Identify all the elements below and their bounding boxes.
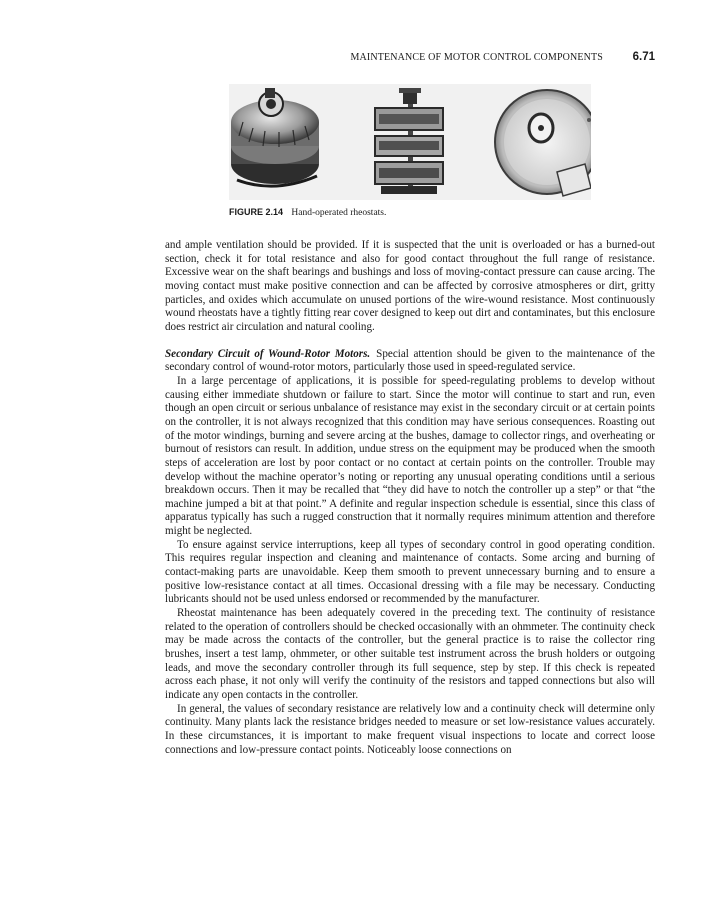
paragraph: Rheostat maintenance has been adequately covered in the preceding text. The continuity of resistance related to the operation of controllers should be checked occasionally with an ohmmeter. The continuity check may be made across the contacts of the controller, but the general practice is to raise the collector ring brushes, insert a test lamp, ohmmeter, or other suitable test instrument across the brush holders or outgoing leads, and move the secondary controller through its full sequence, step by step. If this check is repeated across each phase, it not only will verify the continuity of the resistors and tapped connections but also will indicate any open contacts in the controller. [165,607,655,701]
paragraph-text: Special attention should be given to the maintenance of the secondary control of wound-rotor motors, particularly those used in speed-regulated service. [165,347,655,374]
body-text [165,239,655,757]
figure-caption-text: Hand-operated rheostats. [291,208,387,218]
running-head: MAINTENANCE OF MOTOR CONTROL COMPONENTS [350,52,603,63]
paragraph: In a large percentage of applications, it is possible for speed-regulating problems to develop without causing either immediate shutdown or failure to start. Since the motor will continue to start and run, even though an open circuit or serious unbalance of resistance may exist in the secondary circuit or at certain points on the controller, it is not always recognized that this condition may have serious consequences. Roasting out of the motor windings, burning and severe arcing at the bushes, damage to collector rings, and overheating or burnout of resistors can result. In addition, undue stress on the equipment may be produced when the smooth steps of acceleration are lost by poor contact or no contact at certain points on the controller. Trouble may develop without the machine operator’s noting or reporting any unusual operating conditions until a serious breakdown occurs. Then it may be recalled that “they did have to notch the controller up a step” or that “the machine jumped a bit at that point.” A definite and regular inspection schedule is essential, since this class of apparatus typically has such a rugged construction that it normally requires minimum attention and therefore might be neglected. [165,374,655,538]
figure-caption [229,207,386,218]
paragraph: To ensure against service interruptions, keep all types of secondary control in good operating condition. This requires regular inspection and cleaning and maintenance of contacts. Some arcing and burning of contact-making parts are unavoidable. Keep them smooth to prevent unnecessary burning and to ensure a positive low-resistance contact at all times. Occasional dressing with a file may be necessary. Conducting lubricants should not be used unless endorsed or recommended by the manufacturer. [165,538,655,606]
page-number: 6.71 [632,51,655,63]
paragraph: and ample ventilation should be provided. If it is suspected that the unit is overloaded or has a burned-out section, check it for total resistance and also for good contact throughout the full range of resistance. Excessive wear on the shaft bearings and bushings and loss of moving-contact pressure can cause arcing. The moving contact must make positive connection and can be affected by corrosive atmospheres or dirt, gritty particles, and oxides which accumulate on unused portions of the wire-wound resistance. Most continuously wound rheostats have a tightly fitting rear cover designed to keep out dirt and contaminates, but this enclosure does restrict air circulation and natural cooling. [165,239,655,333]
section-heading: Secondary Circuit of Wound-Rotor Motors. [165,347,371,360]
figure-rheostats-photo [229,84,591,200]
page-header [165,51,655,65]
rheostats-illustration [229,84,591,200]
figure-label: FIGURE 2.14 [229,207,284,217]
section-paragraph [165,348,655,375]
paragraph: In general, the values of secondary resistance are relatively low and a continuity check will determine only continuity. Many plants lack the resistance bridges needed to measure or set low-resistance values accurately. In these circumstances, it is important to make frequent visual inspections to locate and correct loose connections and low-pressure contact points. Noticeably loose connections on [165,702,655,756]
